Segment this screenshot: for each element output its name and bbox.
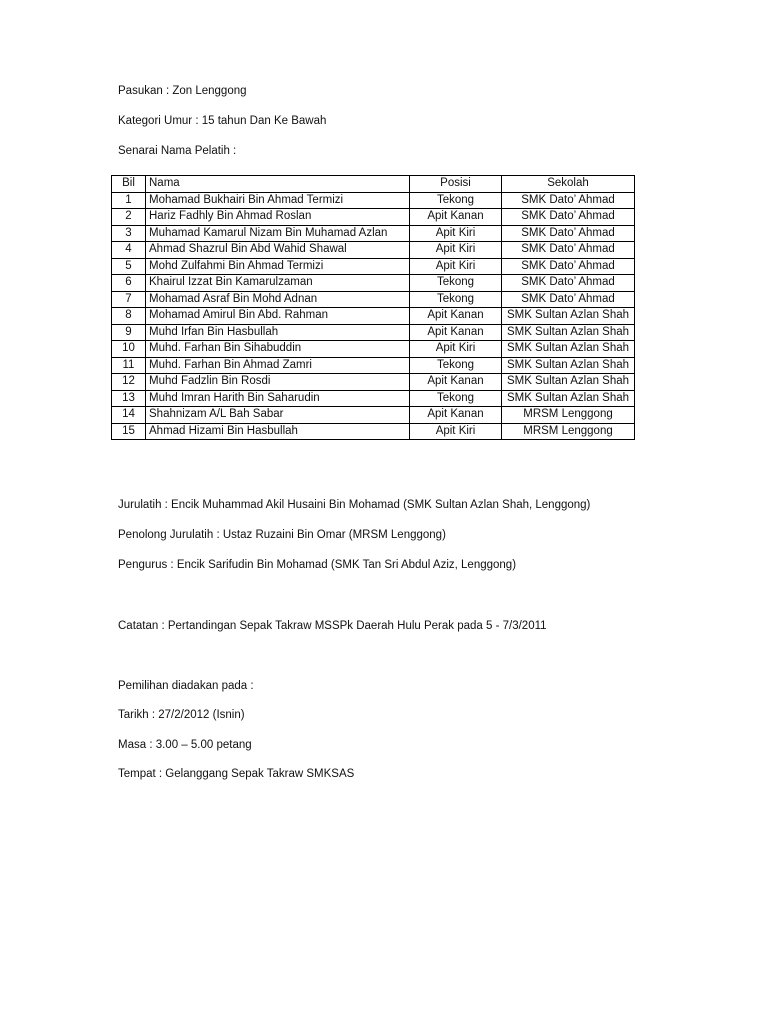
cell-posisi: Apit Kiri — [410, 341, 502, 358]
column-header-nama: Nama — [146, 176, 410, 193]
cell-posisi: Apit Kanan — [410, 407, 502, 424]
column-header-posisi: Posisi — [410, 176, 502, 193]
cell-posisi: Apit Kiri — [410, 225, 502, 242]
table-row — [112, 390, 635, 407]
cell-nama: Hariz Fadhly Bin Ahmad Roslan — [146, 209, 410, 226]
manager-line: Pengurus : Encik Sarifudin Bin Mohamad (SMK Tan Sri Abdul Aziz, Lenggong) — [118, 559, 517, 571]
cell-bil: 4 — [112, 242, 146, 259]
table-row — [112, 374, 635, 391]
selection-heading: Pemilihan diadakan pada : — [118, 680, 254, 692]
cell-posisi: Apit Kanan — [410, 308, 502, 325]
table-row — [112, 258, 635, 275]
cell-posisi: Tekong — [410, 390, 502, 407]
cell-sekolah: SMK Sultan Azlan Shah — [502, 324, 635, 341]
cell-posisi: Apit Kiri — [410, 242, 502, 259]
table-row — [112, 324, 635, 341]
cell-sekolah: SMK Dato’ Ahmad — [502, 258, 635, 275]
cell-bil: 8 — [112, 308, 146, 325]
cell-sekolah: SMK Dato’ Ahmad — [502, 192, 635, 209]
cell-nama: Muhd Irfan Bin Hasbullah — [146, 324, 410, 341]
cell-bil: 6 — [112, 275, 146, 292]
table-row — [112, 291, 635, 308]
table-row — [112, 423, 635, 440]
cell-posisi: Apit Kanan — [410, 209, 502, 226]
venue-line: Tempat : Gelanggang Sepak Takraw SMKSAS — [118, 768, 355, 780]
cell-nama: Mohamad Amirul Bin Abd. Rahman — [146, 308, 410, 325]
cell-sekolah: SMK Sultan Azlan Shah — [502, 308, 635, 325]
cell-nama: Khairul Izzat Bin Kamarulzaman — [146, 275, 410, 292]
cell-bil: 11 — [112, 357, 146, 374]
table-row — [112, 275, 635, 292]
table-row — [112, 192, 635, 209]
cell-bil: 9 — [112, 324, 146, 341]
date-line: Tarikh : 27/2/2012 (Isnin) — [118, 709, 245, 721]
cell-nama: Mohamad Asraf Bin Mohd Adnan — [146, 291, 410, 308]
table-row — [112, 341, 635, 358]
cell-sekolah: SMK Sultan Azlan Shah — [502, 357, 635, 374]
table-row — [112, 357, 635, 374]
cell-sekolah: SMK Dato’ Ahmad — [502, 242, 635, 259]
cell-sekolah: SMK Sultan Azlan Shah — [502, 341, 635, 358]
cell-posisi: Tekong — [410, 275, 502, 292]
cell-sekolah: MRSM Lenggong — [502, 407, 635, 424]
cell-posisi: Apit Kanan — [410, 324, 502, 341]
cell-bil: 10 — [112, 341, 146, 358]
cell-sekolah: SMK Sultan Azlan Shah — [502, 390, 635, 407]
cell-bil: 7 — [112, 291, 146, 308]
cell-bil: 12 — [112, 374, 146, 391]
cell-sekolah: SMK Sultan Azlan Shah — [502, 374, 635, 391]
column-header-sekolah: Sekolah — [502, 176, 635, 193]
cell-nama: Muhd. Farhan Bin Sihabuddin — [146, 341, 410, 358]
cell-bil: 1 — [112, 192, 146, 209]
cell-sekolah: MRSM Lenggong — [502, 423, 635, 440]
table-row — [112, 407, 635, 424]
cell-nama: Muhd Fadzlin Bin Rosdi — [146, 374, 410, 391]
assistant-coach-line: Penolong Jurulatih : Ustaz Ruzaini Bin Omar (MRSM Lenggong) — [118, 529, 446, 541]
cell-nama: Muhamad Kamarul Nizam Bin Muhamad Azlan — [146, 225, 410, 242]
table-body — [112, 192, 635, 440]
cell-posisi: Tekong — [410, 192, 502, 209]
cell-bil: 13 — [112, 390, 146, 407]
cell-bil: 14 — [112, 407, 146, 424]
note-line: Catatan : Pertandingan Sepak Takraw MSSPk Daerah Hulu Perak pada 5 - 7/3/2011 — [118, 620, 547, 632]
coach-line: Jurulatih : Encik Muhammad Akil Husaini Bin Mohamad (SMK Sultan Azlan Shah, Lenggong) — [118, 499, 591, 511]
cell-posisi: Apit Kiri — [410, 258, 502, 275]
cell-nama: Muhd Imran Harith Bin Saharudin — [146, 390, 410, 407]
cell-nama: Ahmad Shazrul Bin Abd Wahid Shawal — [146, 242, 410, 259]
column-header-bil: Bil — [112, 176, 146, 193]
trainee-list-heading: Senarai Nama Pelatih : — [118, 145, 237, 157]
time-line: Masa : 3.00 – 5.00 petang — [118, 739, 252, 751]
trainee-table — [111, 175, 635, 440]
cell-sekolah: SMK Dato’ Ahmad — [502, 275, 635, 292]
cell-sekolah: SMK Dato’ Ahmad — [502, 291, 635, 308]
cell-bil: 15 — [112, 423, 146, 440]
cell-posisi: Apit Kiri — [410, 423, 502, 440]
cell-sekolah: SMK Dato’ Ahmad — [502, 209, 635, 226]
table-row — [112, 209, 635, 226]
cell-bil: 3 — [112, 225, 146, 242]
cell-bil: 5 — [112, 258, 146, 275]
cell-posisi: Apit Kanan — [410, 374, 502, 391]
cell-bil: 2 — [112, 209, 146, 226]
cell-nama: Mohamad Bukhairi Bin Ahmad Termizi — [146, 192, 410, 209]
cell-nama: Ahmad Hizami Bin Hasbullah — [146, 423, 410, 440]
team-line: Pasukan : Zon Lenggong — [118, 85, 247, 97]
cell-nama: Mohd Zulfahmi Bin Ahmad Termizi — [146, 258, 410, 275]
cell-posisi: Tekong — [410, 357, 502, 374]
cell-posisi: Tekong — [410, 291, 502, 308]
cell-sekolah: SMK Dato’ Ahmad — [502, 225, 635, 242]
table-row — [112, 225, 635, 242]
table-row — [112, 308, 635, 325]
age-category-line: Kategori Umur : 15 tahun Dan Ke Bawah — [118, 115, 327, 127]
table-row — [112, 242, 635, 259]
cell-nama: Shahnizam A/L Bah Sabar — [146, 407, 410, 424]
table-header-row — [112, 176, 635, 193]
cell-nama: Muhd. Farhan Bin Ahmad Zamri — [146, 357, 410, 374]
